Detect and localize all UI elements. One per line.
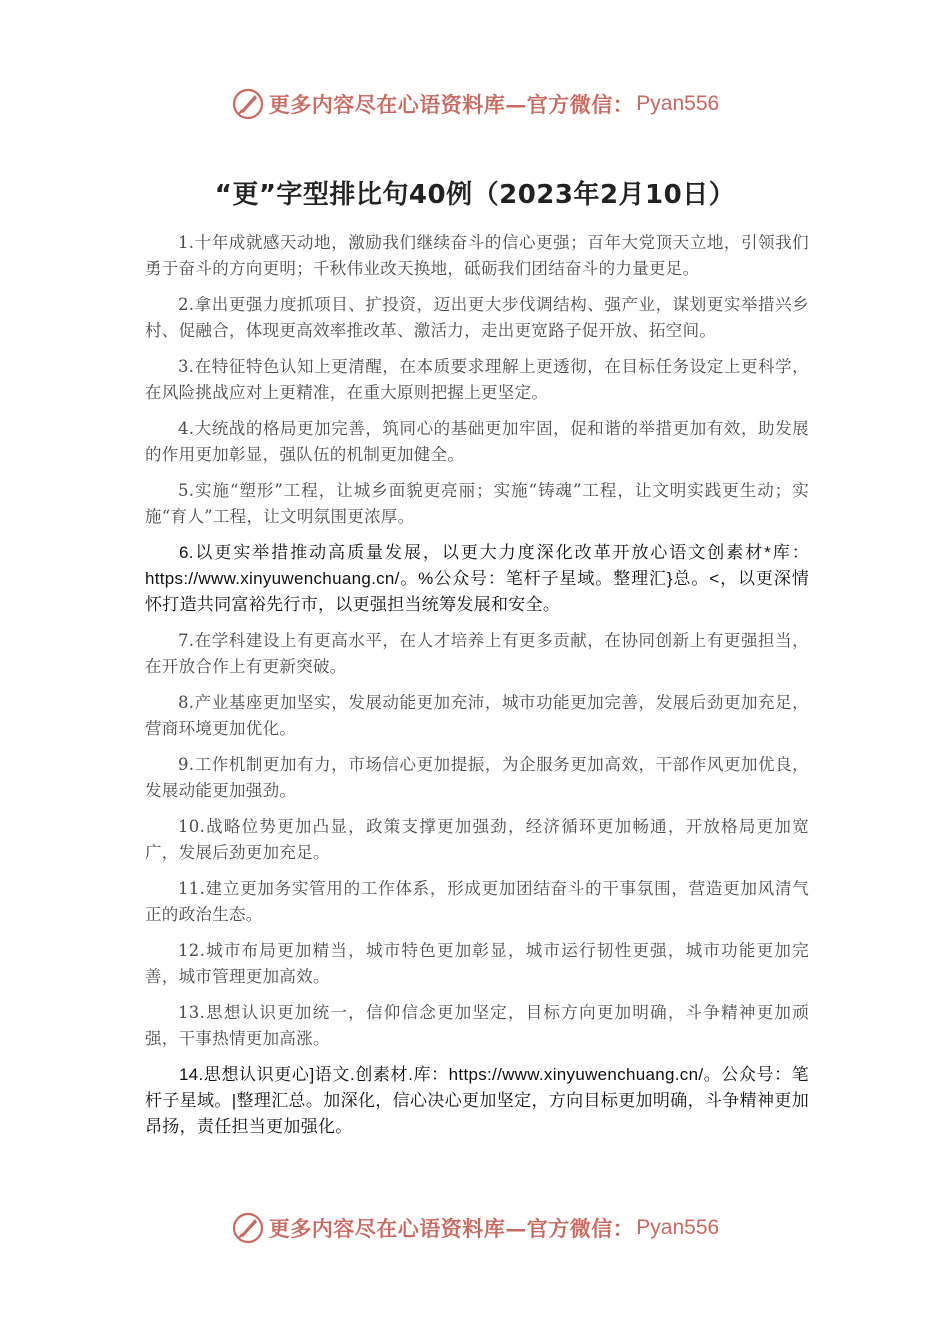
paragraph-1: 1.十年成就感天动地，激励我们继续奋斗的信心更强；百年大党顶天立地，引领我们勇于奋斗的方向更明；千秋伟业改天换地，砥砺我们团结奋斗的力量更足。: [145, 233, 809, 278]
paragraph-4: 4.大统战的格局更加完善，筑同心的基础更加牢固，促和谐的举措更加有效，助发展的作用更加彰显，强队伍的机制更加健全。: [145, 419, 809, 464]
paragraph-3: 3.在特征特色认知上更清醒，在本质要求理解上更透彻，在目标任务设定上更科学，在风险挑战应对上更精准，在重大原则把握上更坚定。: [145, 357, 809, 402]
paragraph-2: 2.拿出更强力度抓项目、扩投资，迈出更大步伐调结构、强产业，谋划更实举措兴乡村、促融合，体现更高效率推改革、激活力，走出更宽路子促开放、拓空间。: [145, 295, 809, 340]
paragraph-6: 6.以更实举措推动高质量发展，以更大力度深化改革开放心语文创素材*库：https://www.xinyuwenchuang.cn/。%公众号：笔杆子星域。整理汇}总。<，以更深情怀打造共同富裕先行市，以更强担当统筹发展和安全。: [145, 543, 809, 614]
paragraph-12: 12.城市布局更加精当，城市特色更加彰显，城市运行韧性更强，城市功能更加完善，城市管理更加高效。: [145, 941, 809, 986]
document-body: [145, 230, 809, 1150]
wechat-id: Pyan556: [636, 92, 720, 115]
quill-pen-icon: [231, 87, 265, 121]
footer-banner: [0, 1206, 950, 1250]
wechat-id: Pyan556: [636, 1216, 720, 1239]
paragraph-14: 14.思想认识更心]语文.创素材.库：https://www.xinyuwenchuang.cn/。公众号：笔杆子星域。|整理汇总。加深化，信心决心更加坚定，方向目标更加明确，斗争精神更加昂扬，责任担当更加强化。: [145, 1065, 809, 1136]
paragraph-5: 5.实施“塑形”工程，让城乡面貌更亮丽；实施“铸魂”工程，让文明实践更生动；实施“育人”工程，让文明氛围更浓厚。: [145, 481, 809, 526]
banner-text: 更多内容尽在心语资料库—官方微信：: [268, 1216, 635, 1241]
paragraph-10: 10.战略位势更加凸显，政策支撑更加强劲，经济循环更加畅通，开放格局更加宽广，发展后劲更加充足。: [145, 817, 809, 862]
quill-pen-icon: [231, 1211, 265, 1245]
paragraph-11: 11.建立更加务实管用的工作体系，形成更加团结奋斗的干事氛围，营造更加风清气正的政治生态。: [145, 879, 809, 924]
paragraph-9: 9.工作机制更加有力，市场信心更加提振，为企服务更加高效，干部作风更加优良，发展动能更加强劲。: [145, 755, 809, 800]
paragraph-7: 7.在学科建设上有更高水平，在人才培养上有更多贡献，在协同创新上有更强担当，在开放合作上有更新突破。: [145, 631, 809, 676]
page-title: “更”字型排比句40例（2023年2月10日）: [214, 180, 736, 210]
paragraph-13: 13.思想认识更加统一，信仰信念更加坚定，目标方向更加明确，斗争精神更加顽强，干事热情更加高涨。: [145, 1003, 809, 1048]
header-banner: [0, 82, 950, 126]
banner-text: 更多内容尽在心语资料库—官方微信：: [268, 92, 635, 117]
paragraph-8: 8.产业基座更加坚实，发展动能更加充沛，城市功能更加完善，发展后劲更加充足，营商环境更加优化。: [145, 693, 809, 738]
